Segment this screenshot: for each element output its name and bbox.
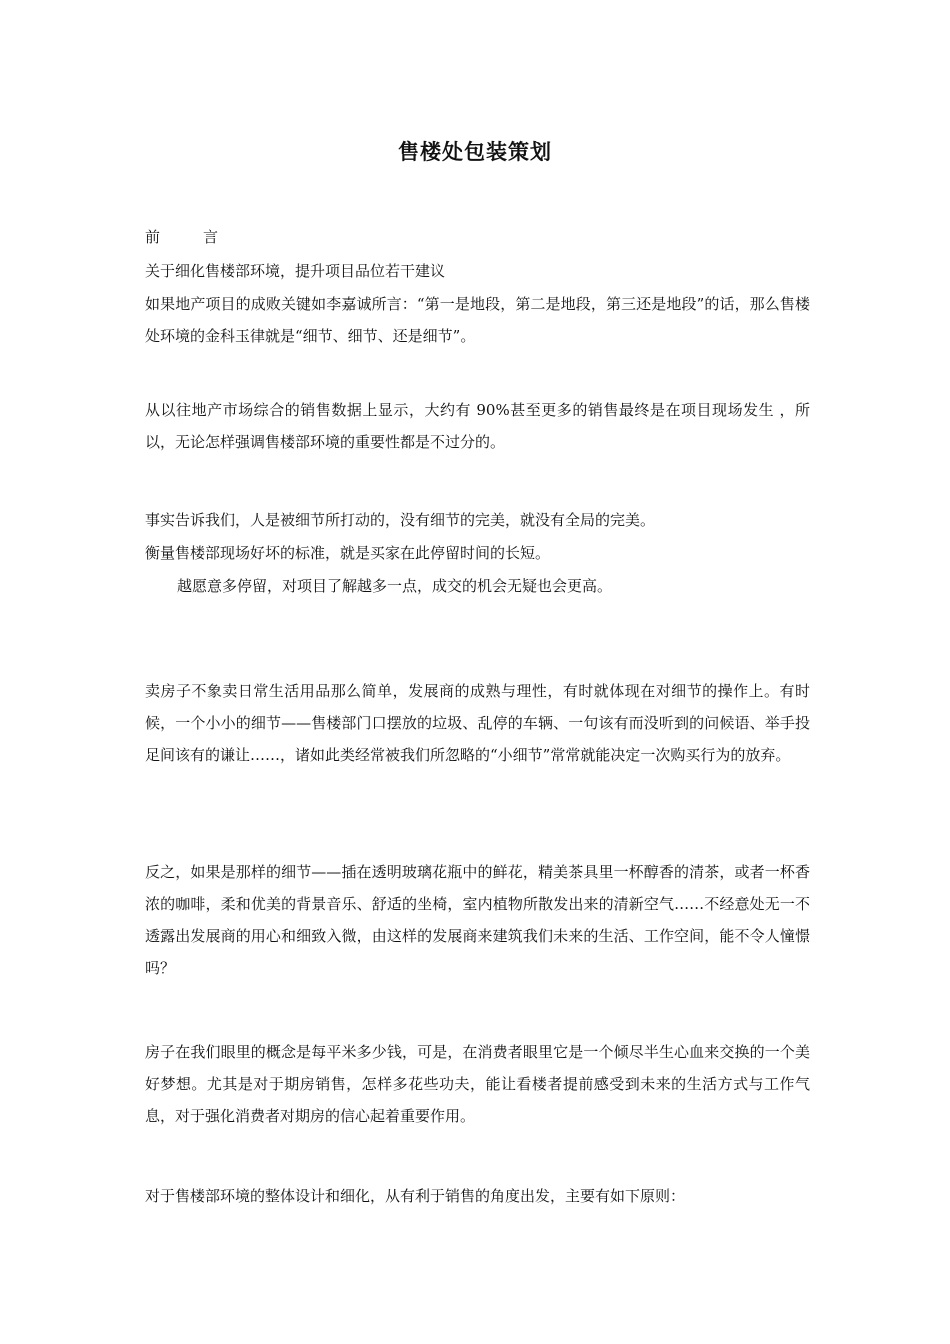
- preface-heading-char-2: 言: [203, 228, 219, 246]
- preface-heading-char-1: 前: [145, 228, 161, 246]
- paragraph-2: 从以往地产市场综合的销售数据上显示，大约有 90%甚至更多的销售最终是在项目现场发生 ，所以，无论怎样强调售楼部环境的重要性都是不过分的。: [145, 401, 810, 451]
- paragraph-3-line-1: 事实告诉我们，人是被细节所打动的，没有细节的完美，就没有全局的完美。: [145, 511, 656, 529]
- preface-heading: [145, 226, 218, 247]
- paragraph-3-line-2: 衡量售楼部现场好坏的标准，就是买家在此停留时间的长短。: [145, 544, 551, 562]
- paragraph-7: 对于售楼部环境的整体设计和细化，从有利于销售的角度出发，主要有如下原则：: [145, 1187, 686, 1205]
- paragraph-4: 卖房子不象卖日常生活用品那么简单，发展商的成熟与理性，有时就体现在对细节的操作上。有时候，一个小小的细节——售楼部门口摆放的垃圾、乱停的车辆、一句该有而没听到的问候语、举手投足间该有的谦让……，诸如此类经常被我们所忽略的“小细节”常常就能决定一次购买行为的放弃。: [145, 682, 810, 764]
- document-title: 售楼处包装策划: [398, 139, 552, 164]
- paragraph-1: 如果地产项目的成败关键如李嘉诚所言：“第一是地段，第二是地段，第三还是地段”的话，那么售楼处环境的金科玉律就是“细节、细节、还是细节”。: [145, 295, 810, 345]
- paragraph-5: 反之，如果是那样的细节——插在透明玻璃花瓶中的鲜花，精美茶具里一杯醇香的清茶，或者一杯香浓的咖啡，柔和优美的背景音乐、舒适的坐椅，室内植物所散发出来的清新空气……不经意处无一不透露出发展商的用心和细致入微，由这样的发展商来建筑我们未来的生活、工作空间，能不令人憧憬吗？: [145, 863, 810, 977]
- paragraph-3-line-3: 越愿意多停留，对项目了解越多一点，成交的机会无疑也会更高。: [177, 577, 613, 595]
- paragraph-6: 房子在我们眼里的概念是每平米多少钱，可是，在消费者眼里它是一个倾尽半生心血来交换的一个美好梦想。尤其是对于期房销售，怎样多花些功夫，能让看楼者提前感受到未来的生活方式与工作气息，对于强化消费者对期房的信心起着重要作用。: [145, 1043, 810, 1125]
- document-subtitle: 关于细化售楼部环境，提升项目品位若干建议: [145, 262, 446, 280]
